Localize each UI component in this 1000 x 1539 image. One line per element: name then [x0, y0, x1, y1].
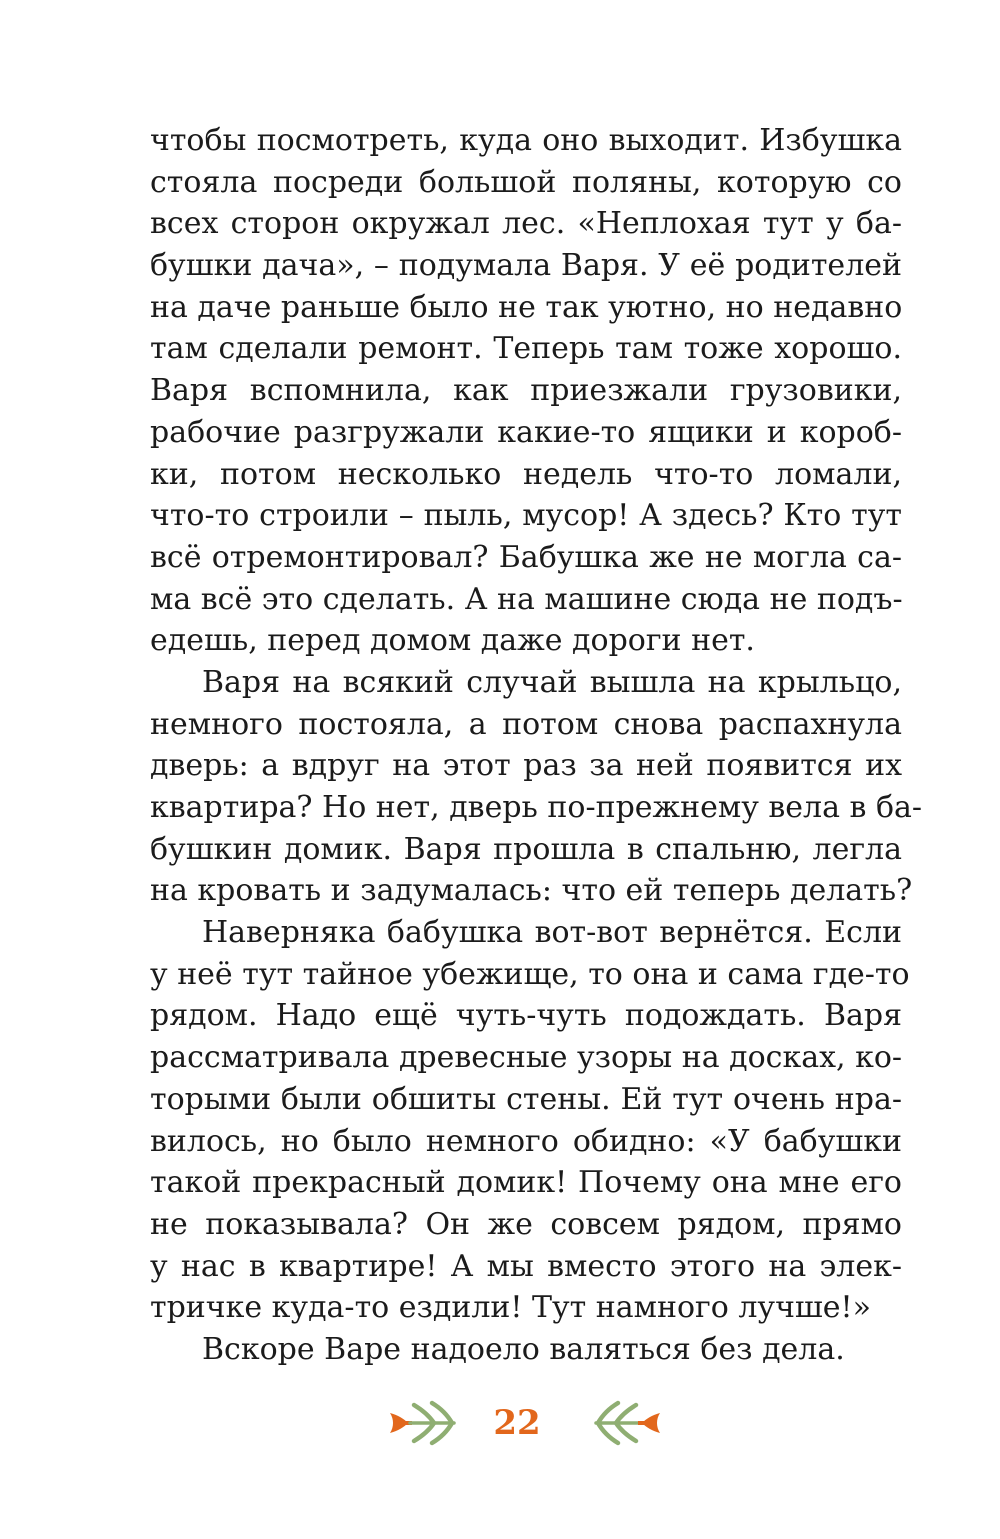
text-line: стояла посреди большой поляны, которую со: [150, 164, 902, 200]
text-line: там сделали ремонт. Теперь там тоже хорошо.: [150, 331, 902, 367]
text-line: тричке куда-то ездили! Тут намного лучше!»: [150, 1290, 871, 1326]
leaf-arrow-right-icon: [388, 1399, 460, 1447]
text-line: такой прекрасный домик! Почему она мне его: [150, 1165, 902, 1201]
text-line: что-то строили – пыль, мусор! А здесь? Кто тут: [150, 498, 902, 534]
text-line: не показывала? Он же совсем рядом, прямо: [150, 1206, 902, 1242]
text-line: квартира? Но нет, дверь по-прежнему вела в ба-: [150, 790, 923, 825]
text-line: дверь: а вдруг на этот раз за ней появится их: [150, 748, 902, 784]
text-line: немного постояла, а потом снова распахнула: [150, 706, 902, 742]
page-footer: [0, 1393, 1000, 1453]
text-line: торыми были обшиты стены. Ей тут очень нра-: [150, 1081, 902, 1117]
text-line: всех сторон окружал лес. «Неплохая тут у ба-: [150, 206, 902, 242]
text-line: всё отремонтировал? Бабушка же не могла са-: [150, 539, 902, 575]
text-line: Варя на всякий случай вышла на крыльцо,: [202, 664, 902, 700]
page-number: 22: [493, 1403, 541, 1443]
text-line: на даче раньше было не так уютно, но недавно: [150, 289, 903, 325]
text-line: бушки дача», – подумала Варя. У её родителей: [150, 248, 902, 284]
paragraph: [150, 912, 910, 1329]
text-line: рассматривала древесные узоры на досках, ко-: [150, 1040, 903, 1076]
text-line: ма всё это сделать. А на машине сюда не подъ-: [150, 581, 903, 617]
leaf-arrow-left-icon: [590, 1399, 662, 1447]
text-line: рядом. Надо ещё чуть-чуть подождать. Варя: [150, 998, 902, 1034]
text-line: Вскоре Варе надоело валяться без дела.: [202, 1331, 845, 1367]
text-line: у нас в квартире! А мы вместо этого на элек-: [150, 1248, 902, 1284]
text-line: Варя вспомнила, как приезжали грузовики,: [150, 373, 902, 409]
text-line: бушкин домик. Варя прошла в спальню, легла: [150, 831, 902, 867]
paragraph: [150, 1329, 902, 1371]
text-line: ки, потом несколько недель что-то ломали,: [150, 456, 902, 492]
text-line: Наверняка бабушка вот-вот вернётся. Если: [202, 915, 902, 951]
text-line: вилось, но было немного обидно: «У бабушки: [150, 1123, 902, 1159]
text-line: у неё тут тайное убежище, то она и сама где-то: [150, 956, 910, 992]
text-line: на кровать и задумалась: что ей теперь делать?: [150, 873, 913, 909]
book-page-text: [150, 120, 923, 1371]
text-line: чтобы посмотреть, куда оно выходит. Избушка: [150, 123, 902, 158]
text-line: едешь, перед домом даже дороги нет.: [150, 623, 755, 659]
paragraph: [150, 120, 902, 662]
paragraph: [150, 662, 923, 912]
text-line: рабочие разгружали какие-то ящики и короб-: [150, 414, 902, 450]
